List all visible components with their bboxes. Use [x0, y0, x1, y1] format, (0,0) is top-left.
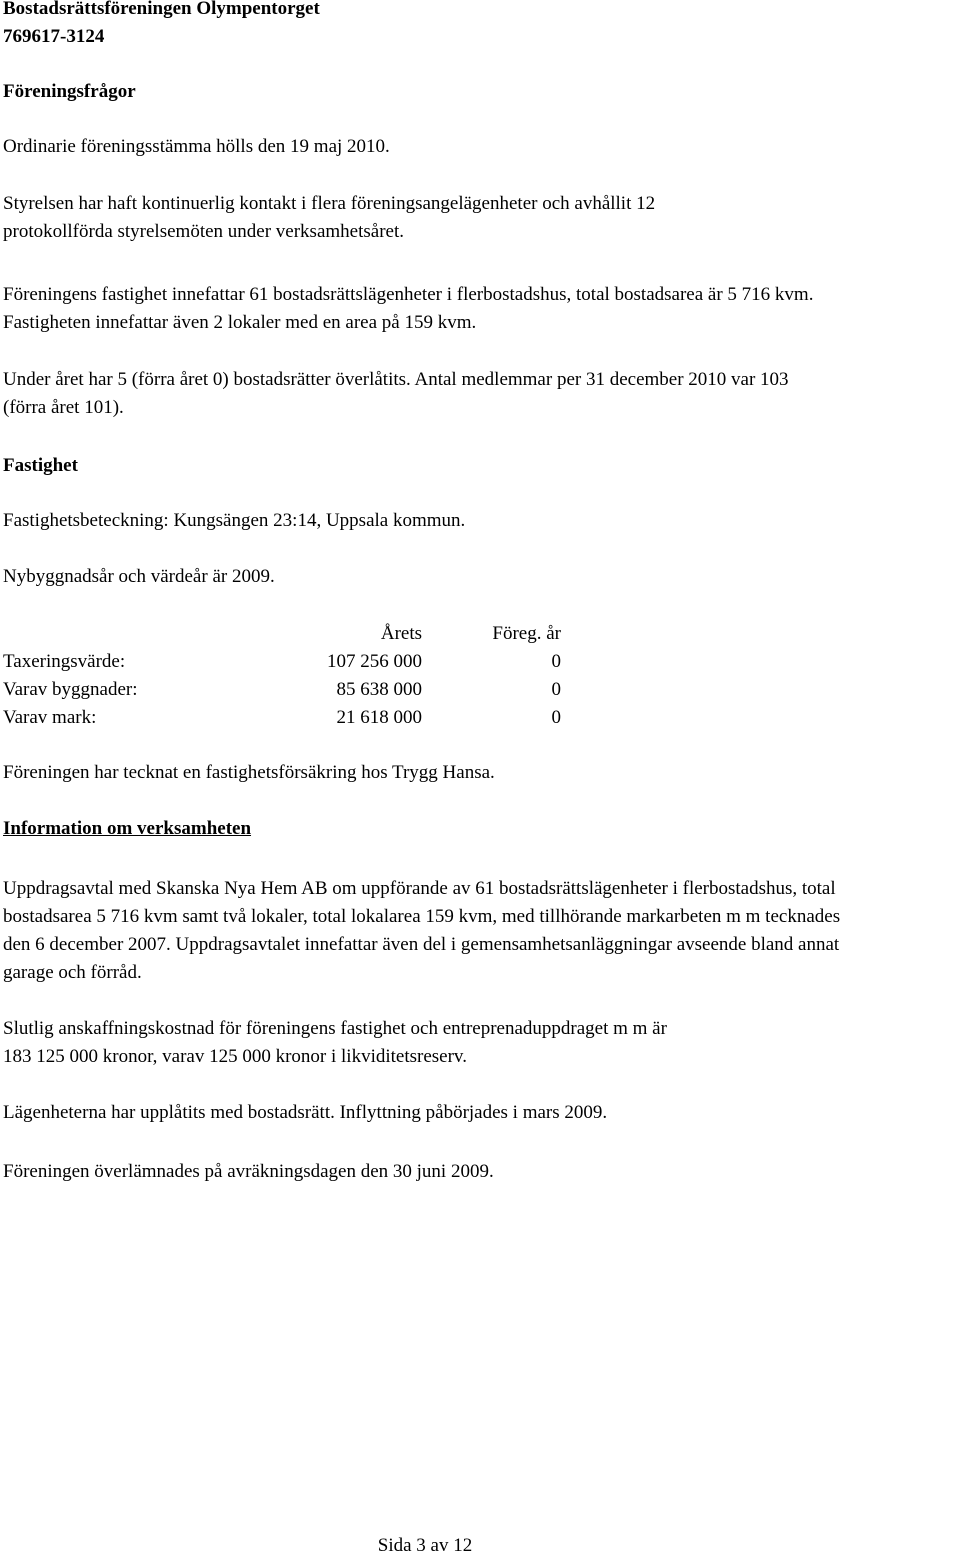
page-number: Sida 3 av 12 — [377, 1535, 473, 1556]
row-label: Taxeringsvärde: — [3, 651, 126, 672]
paragraph-styrelse-line-1: Styrelsen har haft kontinuerlig kontakt i flera föreningsangelägenheter och avhållit 12 — [3, 193, 656, 214]
section-heading-foreningsfragor: Föreningsfrågor — [3, 81, 136, 102]
row-value-current: 21 618 000 — [336, 707, 422, 728]
paragraph-nybyggnadsar: Nybyggnadsår och värdeår är 2009. — [3, 566, 275, 587]
paragraph-overlamnande: Föreningen överlämnades på avräkningsdagen den 30 juni 2009. — [3, 1161, 494, 1182]
paragraph-uppdragsavtal-line-3: den 6 december 2007. Uppdragsavtalet innefattar även del i gemensamhetsanläggningar avseende bland annat — [3, 934, 840, 955]
row-value-current: 85 638 000 — [336, 679, 422, 700]
section-heading-fastighet: Fastighet — [3, 455, 78, 476]
paragraph-anskaffning-line-2: 183 125 000 kronor, varav 125 000 kronor i likviditetsreserv. — [3, 1046, 467, 1067]
row-value-previous: 0 — [551, 707, 561, 728]
paragraph-fastighet-line-1: Föreningens fastighet innefattar 61 bostadsrättslägenheter i flerbostadshus, total bostadsarea är 5 716 kvm. — [3, 284, 814, 305]
paragraph-fastighet-line-2: Fastigheten innefattar även 2 lokaler med en area på 159 kvm. — [3, 312, 477, 333]
paragraph-uppdragsavtal-line-2: bostadsarea 5 716 kvm samt två lokaler, total lokalarea 159 kvm, med tillhörande markarbeten m m tecknades — [3, 906, 841, 927]
column-header-current: Årets — [380, 623, 422, 644]
column-header-previous: Föreg. år — [492, 623, 561, 644]
paragraph-fastighetsbeteckning: Fastighetsbeteckning: Kungsängen 23:14, Uppsala kommun. — [3, 510, 466, 531]
paragraph-styrelse-line-2: protokollförda styrelsemöten under verksamhetsåret. — [3, 221, 404, 242]
row-value-current: 107 256 000 — [327, 651, 422, 672]
organization-number: 769617-3124 — [3, 26, 105, 47]
row-label: Varav mark: — [3, 707, 97, 728]
paragraph-uppdragsavtal-line-4: garage och förråd. — [3, 962, 142, 983]
row-value-previous: 0 — [551, 679, 561, 700]
organization-name: Bostadsrättsföreningen Olympentorget — [3, 0, 320, 19]
paragraph-overlatelser-line-1: Under året har 5 (förra året 0) bostadsrätter överlåtits. Antal medlemmar per 31 december 2010 var 103 — [3, 369, 789, 390]
row-label: Varav byggnader: — [3, 679, 138, 700]
paragraph-forsakring: Föreningen har tecknat en fastighetsförsäkring hos Trygg Hansa. — [3, 762, 495, 783]
paragraph-anskaffning-line-1: Slutlig anskaffningskostnad för föreningens fastighet och entreprenaduppdraget m m är — [3, 1018, 667, 1039]
paragraph-stamma: Ordinarie föreningsstämma hölls den 19 maj 2010. — [3, 136, 390, 157]
section-heading-information: Information om verksamheten — [3, 818, 252, 839]
row-value-previous: 0 — [551, 651, 561, 672]
paragraph-upplatelse: Lägenheterna har upplåtits med bostadsrätt. Inflyttning påbörjades i mars 2009. — [3, 1102, 608, 1123]
paragraph-uppdragsavtal-line-1: Uppdragsavtal med Skanska Nya Hem AB om uppförande av 61 bostadsrättslägenheter i flerbostadshus, total — [3, 878, 836, 899]
paragraph-overlatelser-line-2: (förra året 101). — [3, 397, 124, 418]
